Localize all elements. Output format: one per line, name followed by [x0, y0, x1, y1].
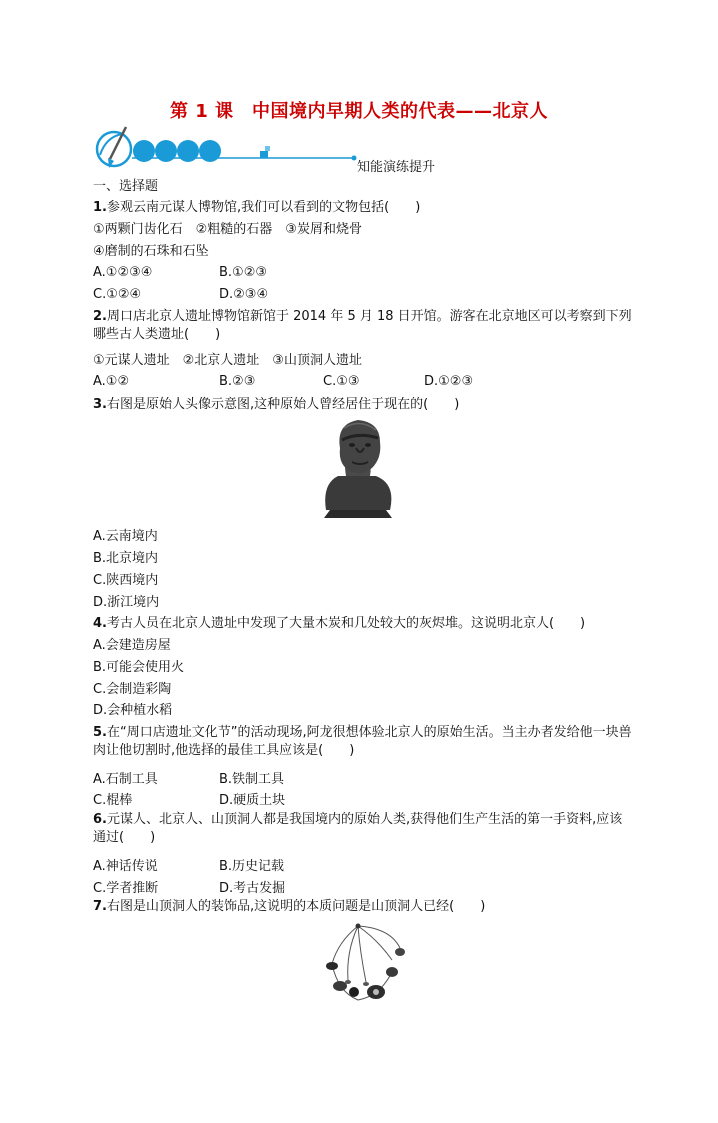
question-6 [93, 811, 633, 847]
option-c[interactable]: C.棍棒 [93, 793, 133, 808]
option-a[interactable]: A.云南境内 [93, 529, 158, 544]
option-b[interactable]: B.可能会使用火 [93, 660, 185, 675]
option-a[interactable]: A.会建造房屋 [93, 638, 171, 653]
question-1-options-row-2 [93, 287, 633, 305]
option-a[interactable]: A.石制工具 [93, 772, 158, 787]
peking-man-bust-image [316, 418, 400, 518]
question-1-items-cont: ④磨制的石珠和石坠 [93, 244, 209, 259]
section-heading: 一、选择题 [93, 179, 159, 194]
option-b[interactable]: B.铁制工具 [219, 772, 285, 787]
brush-icon [97, 127, 131, 168]
question-number: 4. [93, 616, 107, 631]
option-d[interactable]: D.硬质土块 [219, 793, 286, 808]
question-2 [93, 308, 633, 344]
question-stem: 考古人员在北京人遗址中发现了大量木炭和几处较大的灰烬堆。这说明北京人( ) [106, 616, 586, 631]
question-stem: 在“周口店遗址文化节”的活动现场,阿龙很想体验北京人的原始生活。当主办者发给他一块兽肉让他切割时,他选择的最佳工具应该是( ) [93, 725, 632, 758]
question-number: 6. [93, 812, 107, 827]
option-c[interactable]: C.学者推断 [93, 881, 159, 896]
question-number: 7. [93, 899, 107, 914]
option-a[interactable]: A.①② [93, 374, 130, 389]
question-stem: 右图是原始人头像示意图,这种原始人曾经居住于现在的( ) [106, 397, 460, 412]
banner-square-icon [260, 151, 268, 158]
question-5 [93, 724, 633, 760]
question-stem: 周口店北京人遗址博物馆新馆于 2014 年 5 月 18 日开馆。游客在北京地区可以考察到下列哪些古人类遗址( ) [93, 309, 632, 342]
option-b[interactable]: B.历史记载 [219, 859, 285, 874]
question-number: 5. [93, 725, 107, 740]
option-d[interactable]: D.会种植水稻 [93, 703, 173, 718]
option-d[interactable]: D.考古发掘 [219, 881, 286, 896]
question-5-options-row-2 [93, 789, 633, 807]
question-number: 2. [93, 309, 107, 324]
question-stem: 右图是山顶洞人的装饰品,这说明的本质问题是山顶洞人已经( ) [106, 899, 486, 914]
question-number: 3. [93, 397, 107, 412]
option-d[interactable]: D.②③④ [219, 287, 269, 302]
option-b[interactable]: B.北京境内 [93, 551, 159, 566]
banner-label: 知能演练提升 [357, 160, 436, 175]
question-6-options-row [93, 855, 633, 873]
upper-cave-ornament-image [318, 922, 408, 1008]
question-3 [93, 396, 459, 414]
question-6-options-row-2 [93, 877, 633, 895]
question-stem: 参观云南元谋人博物馆,我们可以看到的文物包括( ) [106, 200, 421, 215]
question-2-options-row [93, 374, 633, 392]
option-d[interactable]: D.①②③ [424, 374, 474, 389]
question-1-items: ①两颗门齿化石 ②粗糙的石器 ③炭屑和烧骨 [93, 222, 362, 237]
option-d[interactable]: D.浙江境内 [93, 595, 160, 610]
option-c[interactable]: C.①③ [323, 374, 360, 389]
page-title: 第 1 课 中国境内早期人类的代表——北京人 [169, 101, 549, 122]
question-5-options-row [93, 768, 633, 786]
question-4 [93, 615, 585, 633]
option-a[interactable]: A.①②③④ [93, 265, 153, 280]
question-stem: 元谋人、北京人、山顶洞人都是我国境内的原始人类,获得他们生产生活的第一手资料,应该通过( ) [93, 812, 623, 845]
option-b[interactable]: B.①②③ [219, 265, 268, 280]
question-number: 1. [93, 200, 107, 215]
question-7 [93, 898, 485, 916]
option-c[interactable]: C.会制造彩陶 [93, 682, 172, 697]
option-a[interactable]: A.神话传说 [93, 859, 158, 874]
question-1 [93, 199, 420, 217]
option-b[interactable]: B.②③ [219, 374, 256, 389]
option-c[interactable]: C.①②④ [93, 287, 142, 302]
option-c[interactable]: C.陕西境内 [93, 573, 159, 588]
question-2-items: ①元谋人遗址 ②北京人遗址 ③山顶洞人遗址 [93, 353, 362, 368]
question-1-options-row [93, 265, 633, 283]
